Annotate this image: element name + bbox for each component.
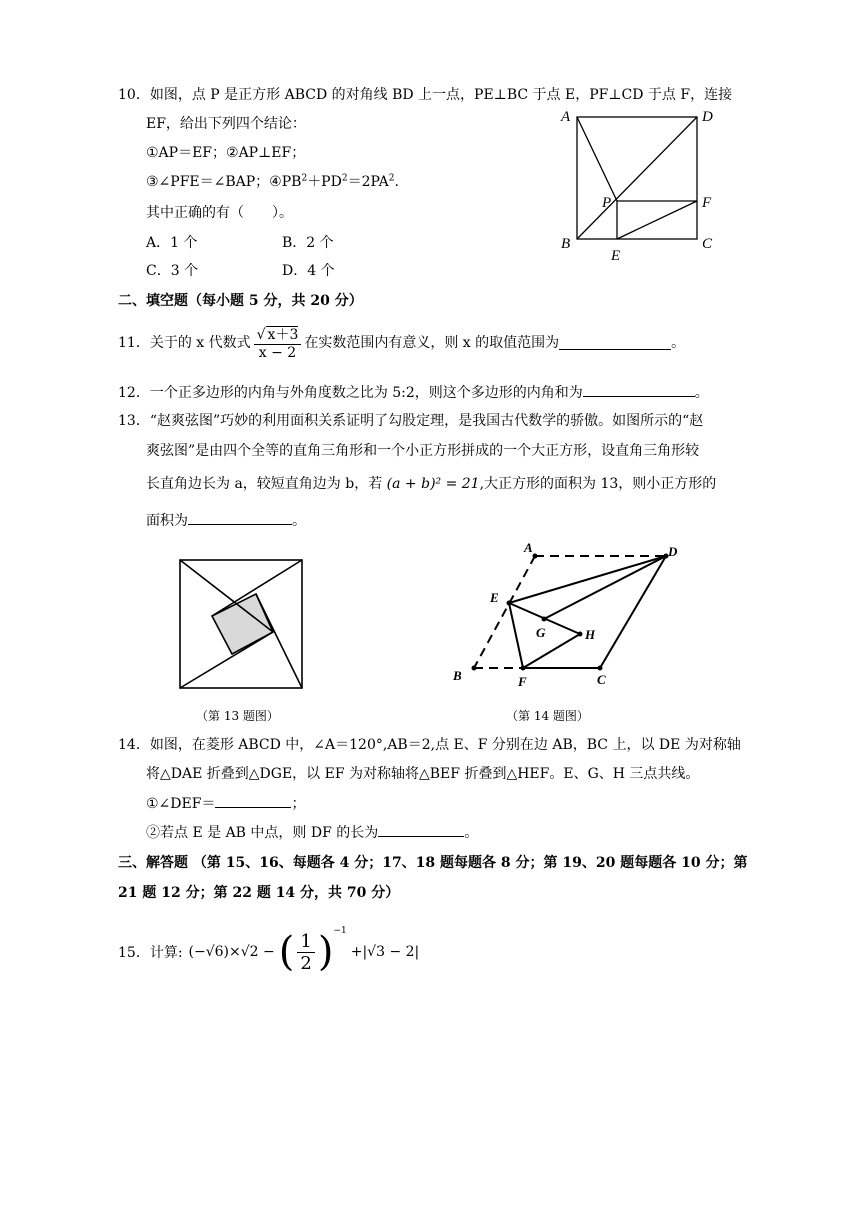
- q11-prefix: 11．关于的 x 代数式: [118, 335, 251, 351]
- figure-14-rhombus: [448, 536, 688, 696]
- q13-line3-a: 长直角边长为 a，较短直角边为 b，若: [146, 476, 383, 492]
- q13-area-label: 面积为: [146, 513, 188, 529]
- q10-line4-c: ＝2PA: [347, 174, 389, 190]
- section2-title: 二、填空题（每小题 5 分，共 20 分）: [118, 293, 363, 309]
- label-f: F: [518, 674, 527, 689]
- label-e: E: [611, 248, 621, 264]
- q15-frac-num: 1: [297, 931, 314, 953]
- q14-sub1-end: ；: [291, 796, 306, 812]
- q10-option-c: C．3 个: [146, 263, 199, 279]
- q10-line2: EF，给出下列四个结论：: [146, 116, 306, 132]
- sup: 2: [301, 173, 308, 184]
- q11-numerator: [254, 324, 302, 345]
- q14-sub2: [146, 822, 478, 842]
- sup: 2: [341, 173, 348, 184]
- label-h: H: [585, 627, 596, 642]
- q14-sub2-blank[interactable]: [378, 822, 464, 837]
- q14-sub2-end: 。: [464, 825, 479, 841]
- label-d: D: [668, 544, 678, 559]
- q12-text: 12．一个正多边形的内角与外角度数之比为 5:2，则这个多边形的内角和为: [118, 385, 583, 401]
- q15-part1: (−√6)×√2 −: [188, 944, 275, 960]
- label-p: P: [602, 195, 612, 211]
- q15-fraction: [297, 931, 314, 974]
- q14-line1: 14．如图，在菱形 ABCD 中，∠A＝120°,AB＝2,点 E、F 分别在边 AB，BC 上，以 DE 为对称轴: [118, 737, 741, 753]
- q13-formula: (a + b)² = 21: [386, 476, 480, 492]
- q13-line4: [146, 510, 306, 530]
- label-d: D: [702, 109, 713, 125]
- label-c: C: [702, 236, 713, 252]
- q13-end: 。: [292, 513, 306, 529]
- sqrt-sign: √: [256, 326, 266, 343]
- q11-end: 。: [671, 335, 686, 351]
- q11-denominator: x − 2: [258, 344, 297, 361]
- q15-paren-right: ): [317, 929, 334, 975]
- figure-13-zhao-shuang: [176, 556, 306, 692]
- q14-line2: 将△DAE 折叠到△DGE，以 EF 为对称轴将△BEF 折叠到△HEF。E、G、H 三点共线。: [146, 766, 700, 782]
- figure-13-caption: （第 13 题图）: [196, 709, 279, 723]
- q14-sub1-blank[interactable]: [215, 793, 291, 808]
- sup: 2: [388, 173, 395, 184]
- q13-line2: 爽弦图”是由四个全等的直角三角形和一个小正方形拼成的一个大正方形，设直角三角形较: [146, 443, 700, 459]
- q15-exponent: −1: [333, 926, 347, 936]
- q10-line4-end: .: [394, 174, 399, 190]
- figure-14-caption: （第 14 题图）: [506, 709, 589, 723]
- q15-part2: +|√3 − 2|: [350, 944, 420, 960]
- q11-line: [118, 320, 685, 364]
- q10-option-a: A．1 个: [146, 235, 198, 251]
- q14-sub1: [146, 793, 305, 813]
- label-a: A: [524, 540, 533, 555]
- q15-paren-left: (: [278, 929, 295, 975]
- q10-line4-b: ＋PD: [307, 174, 342, 190]
- q10-line4-a: ③∠PFE＝∠BAP；④PB: [146, 174, 302, 190]
- label-c: C: [597, 672, 606, 687]
- label-e: E: [490, 590, 499, 605]
- q13-line3-b: ,大正方形的面积为 13，则小正方形的: [479, 476, 717, 492]
- q10-figure: [555, 105, 725, 265]
- section3-line2: 21 题 12 分；第 22 题 14 分，共 70 分）: [118, 885, 400, 901]
- q13-answer-blank[interactable]: [188, 510, 292, 525]
- label-f: F: [702, 195, 712, 211]
- label-b: B: [453, 668, 462, 683]
- q12-end: 。: [694, 385, 709, 401]
- q10-line5: 其中正确的有（ ）。: [146, 205, 293, 221]
- q11-answer-blank[interactable]: [559, 335, 671, 350]
- q12-answer-blank[interactable]: [583, 382, 695, 397]
- q13-line3: [146, 473, 716, 493]
- label-b: B: [561, 236, 571, 252]
- q10-option-b: B．2 个: [282, 235, 334, 251]
- section3-line1: 三、解答题 （第 15、16、每题各 4 分；17、18 题每题各 8 分；第 19、20 题每题各 10 分；第: [118, 855, 748, 871]
- q15-frac-den: 2: [300, 952, 312, 974]
- q11-suffix: 在实数范围内有意义，则 x 的取值范围为: [304, 335, 560, 351]
- q12-line: [118, 382, 709, 402]
- q15-prefix: 15．计算:: [118, 945, 183, 961]
- q10-line4: [146, 171, 399, 191]
- q10-line1: 10．如图，点 P 是正方形 ABCD 的对角线 BD 上一点，PE⊥BC 于点 E，PF⊥CD 于点 F，连接: [118, 87, 733, 103]
- q10-line3: ①AP＝EF；②AP⊥EF；: [146, 145, 306, 161]
- q10-option-d: D．4 个: [282, 263, 335, 279]
- q15-line: [118, 922, 419, 982]
- q14-sub1-text: ①∠DEF＝: [146, 796, 216, 812]
- label-g: G: [536, 625, 546, 640]
- q11-radicand: x＋3: [267, 326, 299, 343]
- q14-sub2-text: ②若点 E 是 AB 中点，则 DF 的长为: [146, 825, 379, 841]
- q13-line1: 13．“赵爽弦图”巧妙的利用面积关系证明了勾股定理，是我国古代数学的骄傲。如图所示的“赵: [118, 413, 704, 429]
- label-a: A: [561, 109, 571, 125]
- q11-fraction: [254, 324, 302, 361]
